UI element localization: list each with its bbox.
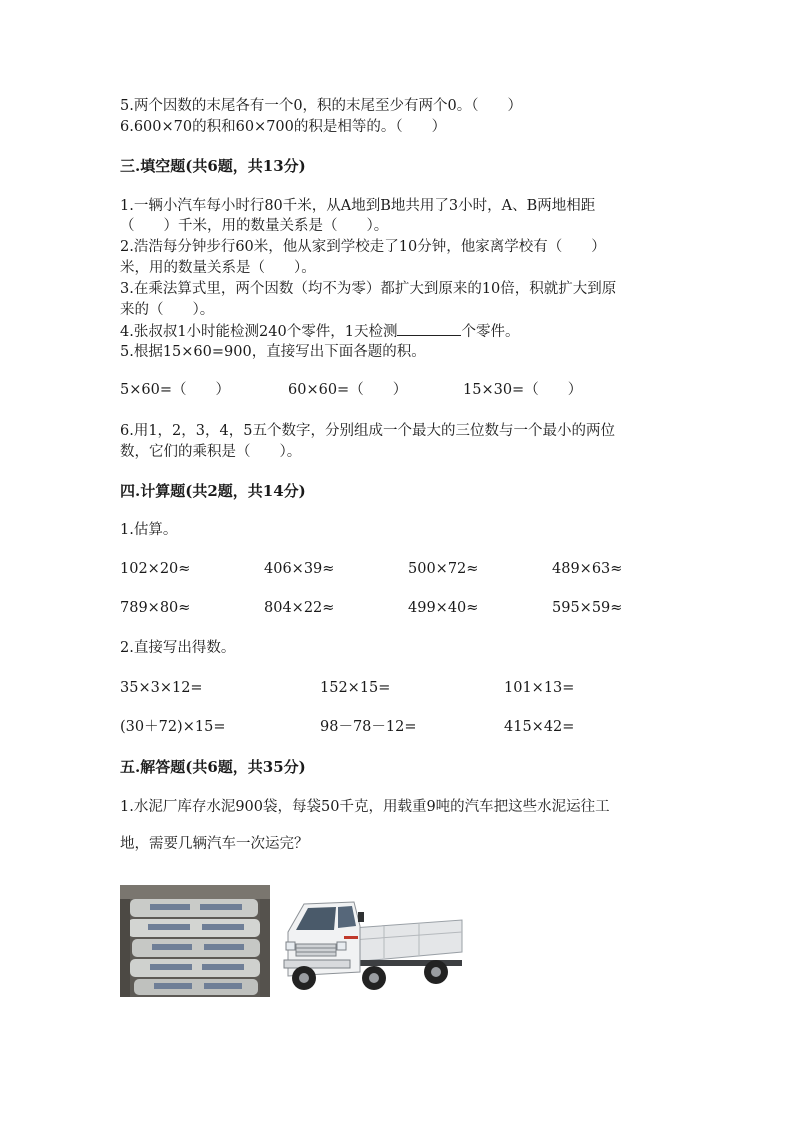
- judgement-question-5: 5.两个因数的末尾各有一个0，积的末尾至少有两个0。（ ）: [120, 98, 523, 114]
- fill-question-6-line-2: 数，它们的乘积是（ ）。: [120, 444, 302, 460]
- fill-question-5-item: 5×60=（ ）: [120, 382, 230, 398]
- section-heading-solve: 五.解答题(共6题，共35分): [120, 758, 306, 776]
- truck-photo: [274, 890, 466, 998]
- fill-question-6-line-1: 6.用1，2，3，4，5五个数字，分别组成一个最大的三位数与一个最小的两位: [120, 423, 615, 439]
- estimate-item: 500×72≈: [408, 561, 479, 577]
- section-heading-calc: 四.计算题(共2题，共14分): [120, 482, 306, 500]
- solve-question-1-line-2: 地，需要几辆汽车一次运完？: [120, 836, 309, 852]
- fill-question-1-line-1: 1.一辆小汽车每小时行80千米，从A地到B地共用了3小时，A、B两地相距: [120, 198, 596, 214]
- fill-question-4: [120, 321, 519, 342]
- fill-question-3-line-2: 来的（ ）。: [120, 302, 215, 318]
- fill-question-4-text-after: 个零件。: [461, 324, 520, 340]
- fill-question-2-line-2: 米，用的数量关系是（ ）。: [120, 260, 316, 276]
- fill-question-5-item: 15×30=（ ）: [463, 382, 583, 398]
- compute-item: 101×13=: [504, 680, 575, 696]
- fill-question-4-text-before: 4.张叔叔1小时能检测240个零件，1天检测: [120, 324, 398, 340]
- estimate-item: 595×59≈: [552, 600, 623, 616]
- estimate-item: 102×20≈: [120, 561, 191, 577]
- fill-question-5: 5.根据15×60=900，直接写出下面各题的积。: [120, 344, 426, 360]
- estimate-item: 499×40≈: [408, 600, 479, 616]
- compute-item: 35×3×12=: [120, 680, 203, 696]
- compute-item: 152×15=: [320, 680, 391, 696]
- fill-question-2-line-1: 2.浩浩每分钟步行60米，他从家到学校走了10分钟，他家离学校有（ ）: [120, 239, 606, 255]
- estimate-item: 789×80≈: [120, 600, 191, 616]
- fill-question-3-line-1: 3.在乘法算式里，两个因数（均不为零）都扩大到原来的10倍，积就扩大到原: [120, 281, 617, 297]
- answer-blank-line[interactable]: [397, 321, 461, 336]
- calc-question-2-title: 2.直接写出得数。: [120, 640, 236, 656]
- judgement-question-6: 6.600×70的积和60×700的积是相等的。（ ）: [120, 119, 447, 135]
- estimate-item: 804×22≈: [264, 600, 335, 616]
- compute-item: (30＋72)×15=: [120, 719, 226, 735]
- solve-question-1-line-1: 1.水泥厂库存水泥900袋，每袋50千克，用载重9吨的汽车把这些水泥运往工: [120, 799, 610, 815]
- estimate-item: 489×63≈: [552, 561, 623, 577]
- compute-item: 415×42=: [504, 719, 575, 735]
- calc-question-1-title: 1.估算。: [120, 522, 178, 538]
- cement-bags-photo: [120, 885, 270, 997]
- fill-question-5-item: 60×60=（ ）: [288, 382, 408, 398]
- estimate-item: 406×39≈: [264, 561, 335, 577]
- fill-question-1-line-2: （ ）千米，用的数量关系是（ ）。: [120, 218, 389, 234]
- truck-illustration: [274, 890, 466, 998]
- compute-item: 98－78－12=: [320, 719, 417, 735]
- cement-bags-illustration: [120, 885, 270, 997]
- section-heading-fill: 三.填空题(共6题，共13分): [120, 157, 306, 175]
